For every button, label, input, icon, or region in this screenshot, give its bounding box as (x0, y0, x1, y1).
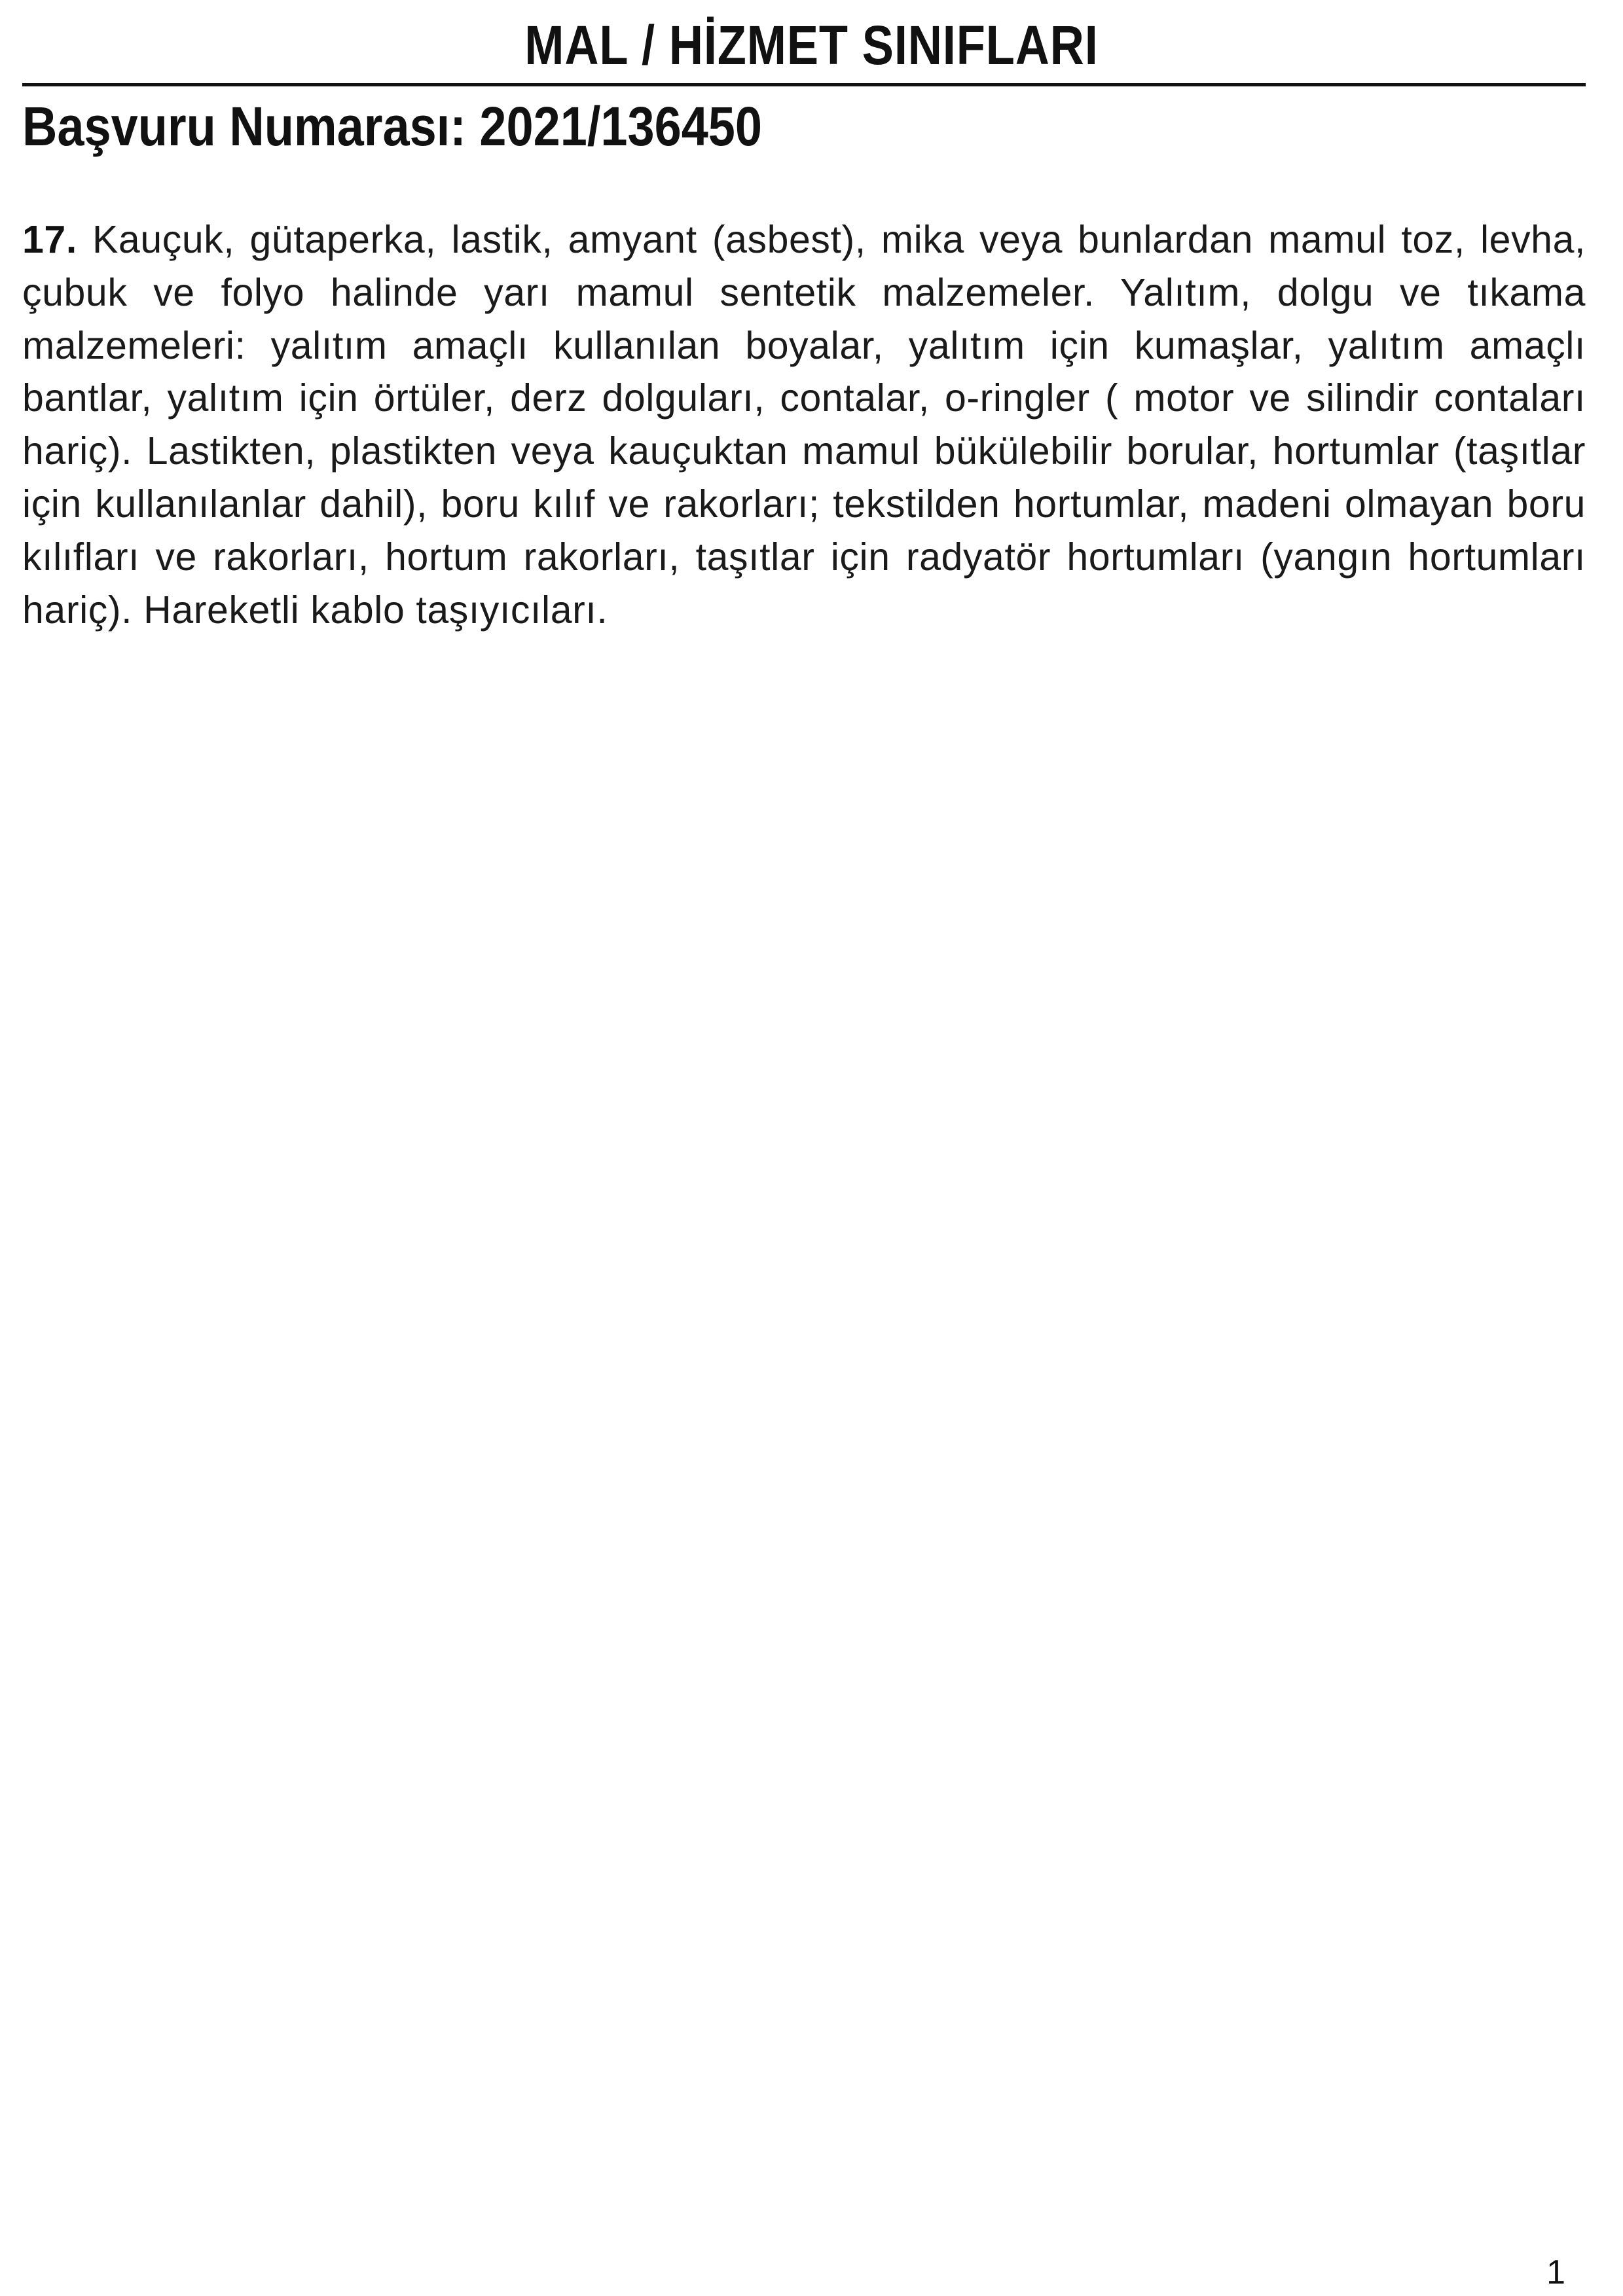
class-description: Kauçuk, gütaperka, lastik, amyant (asbest), mika veya bunlardan mamul toz, levha, çubuk ve folyo halinde yarı mamul sentetik malzemeler. Yalıtım, dolgu ve tıkama malzemeleri: yalıtım amaçlı kullanılan boyalar, yalıtım için kumaşlar, yalıtım amaçlı bantlar, yalıtım için örtüler, derz dolguları, contalar, o-ringler ( motor ve silindir contaları hariç). Lastikten, plastikten veya kauçuktan mamul bükülebilir borular, hortumlar (taşıtlar için kullanılanlar dahil), boru kılıf ve rakorları; tekstilden hortumlar, madeni olmayan boru kılıfları ve rakorları, hortum rakorları, taşıtlar için radyatör hortumları (yangın hortumları hariç). Hareketli kablo taşıyıcıları. (22, 218, 1586, 632)
class-entry (22, 213, 1586, 636)
page-title: MAL / HİZMET SINIFLARI (524, 14, 1099, 76)
class-number: 17. (22, 218, 77, 261)
application-number: Başvuru Numarası: 2021/136450 (22, 96, 763, 157)
page-number: 1 (1546, 2253, 1565, 2291)
header-divider (22, 83, 1586, 86)
